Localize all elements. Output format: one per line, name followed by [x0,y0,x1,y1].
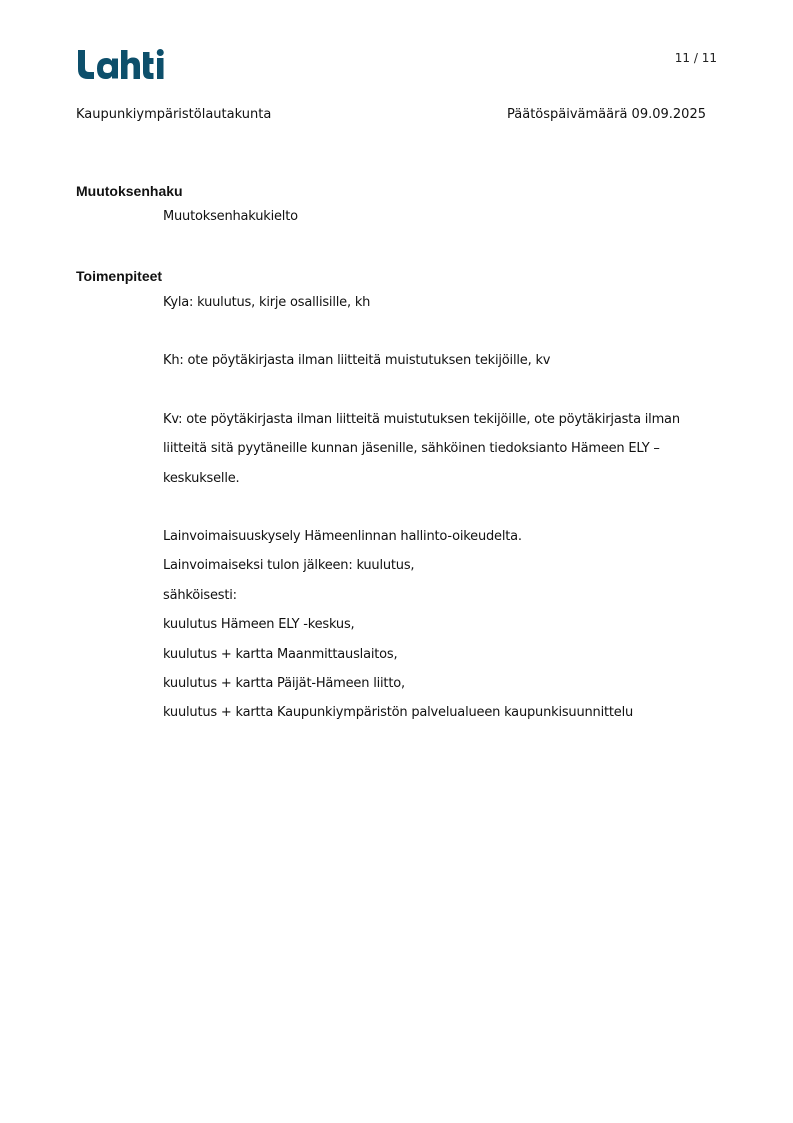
lahti-logo [76,46,168,82]
appeal-heading: Muutoksenhaku [76,183,183,199]
page-number: 11 / 11 [674,51,717,65]
action-line: kuulutus + kartta Päijät-Hämeen liitto, [163,676,405,691]
action-line: Kv: ote pöytäkirjasta ilman liitteitä muistutuksen tekijöille, ote pöytäkirjasta ilman [163,412,680,427]
actions-heading: Toimenpiteet [76,268,163,284]
action-line: Lainvoimaiseksi tulon jälkeen: kuulutus, [163,558,415,573]
decision-date: Päätöspäivämäärä 09.09.2025 [507,107,706,122]
action-line: kuulutus + kartta Kaupunkiympäristön palvelualueen kaupunkisuunnittelu [163,705,634,720]
action-line: kuulutus Hämeen ELY -keskus, [163,617,355,632]
action-line: Kyla: kuulutus, kirje osallisille, kh [163,295,371,310]
action-line: Lainvoimaisuuskysely Hämeenlinnan hallinto-oikeudelta. [163,529,522,544]
action-line: liitteitä sitä pyytäneille kunnan jäsenille, sähköinen tiedoksianto Hämeen ELY – [163,441,660,456]
committee-name: Kaupunkiympäristölautakunta [76,107,272,122]
action-line: sähköisesti: [163,588,237,603]
action-line: keskukselle. [163,471,240,486]
action-line: Kh: ote pöytäkirjasta ilman liitteitä muistutuksen tekijöille, kv [163,353,551,368]
action-line: kuulutus + kartta Maanmittauslaitos, [163,647,398,662]
appeal-text: Muutoksenhakukielto [163,209,298,224]
